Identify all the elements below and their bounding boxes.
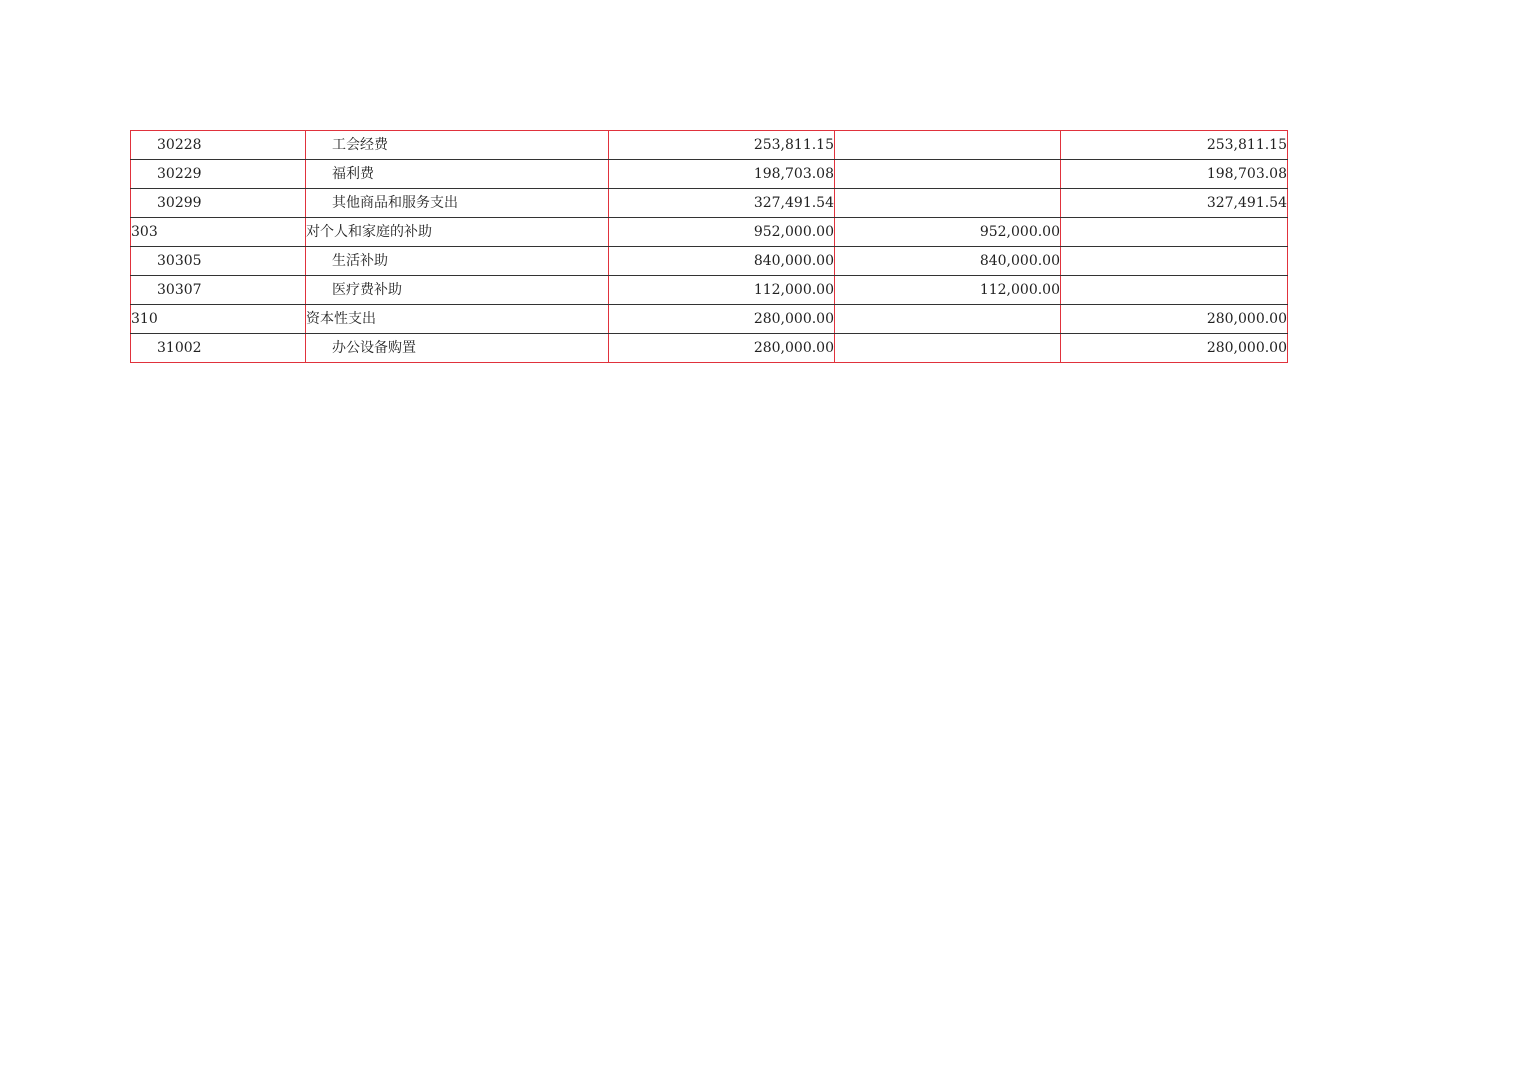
basic-expenditure-cell [835,305,1061,334]
table-row [131,305,1288,334]
economic-code-cell: 30299 [131,189,306,218]
table-row [131,189,1288,218]
economic-code-cell: 30307 [131,276,306,305]
project-expenditure-cell: 253,811.15 [1061,131,1288,160]
economic-code-cell: 30228 [131,131,306,160]
basic-expenditure-cell [835,334,1061,363]
basic-expenditure-cell: 112,000.00 [835,276,1061,305]
budget-table [130,130,1288,363]
basic-expenditure-cell: 952,000.00 [835,218,1061,247]
project-expenditure-cell [1061,276,1288,305]
economic-code-cell: 31002 [131,334,306,363]
project-expenditure-cell [1061,218,1288,247]
table-row [131,131,1288,160]
table-row [131,276,1288,305]
basic-expenditure-cell [835,189,1061,218]
economic-code-cell: 303 [131,218,306,247]
economic-code-cell: 30305 [131,247,306,276]
project-expenditure-cell: 280,000.00 [1061,305,1288,334]
economic-code-cell: 30229 [131,160,306,189]
basic-expenditure-cell: 840,000.00 [835,247,1061,276]
total-amount-cell: 280,000.00 [609,305,835,334]
table-row [131,247,1288,276]
total-amount-cell: 327,491.54 [609,189,835,218]
item-name-cell: 资本性支出 [306,305,609,334]
item-name-cell: 办公设备购置 [306,334,609,363]
total-amount-cell: 112,000.00 [609,276,835,305]
item-name-cell: 工会经费 [306,131,609,160]
project-expenditure-cell [1061,247,1288,276]
total-amount-cell: 198,703.08 [609,160,835,189]
item-name-cell: 医疗费补助 [306,276,609,305]
item-name-cell: 生活补助 [306,247,609,276]
item-name-cell: 福利费 [306,160,609,189]
item-name-cell: 对个人和家庭的补助 [306,218,609,247]
table-row [131,160,1288,189]
total-amount-cell: 952,000.00 [609,218,835,247]
total-amount-cell: 253,811.15 [609,131,835,160]
table-row [131,334,1288,363]
total-amount-cell: 280,000.00 [609,334,835,363]
project-expenditure-cell: 280,000.00 [1061,334,1288,363]
table-row [131,218,1288,247]
economic-code-cell: 310 [131,305,306,334]
item-name-cell: 其他商品和服务支出 [306,189,609,218]
basic-expenditure-cell [835,160,1061,189]
project-expenditure-cell: 198,703.08 [1061,160,1288,189]
basic-expenditure-cell [835,131,1061,160]
project-expenditure-cell: 327,491.54 [1061,189,1288,218]
total-amount-cell: 840,000.00 [609,247,835,276]
